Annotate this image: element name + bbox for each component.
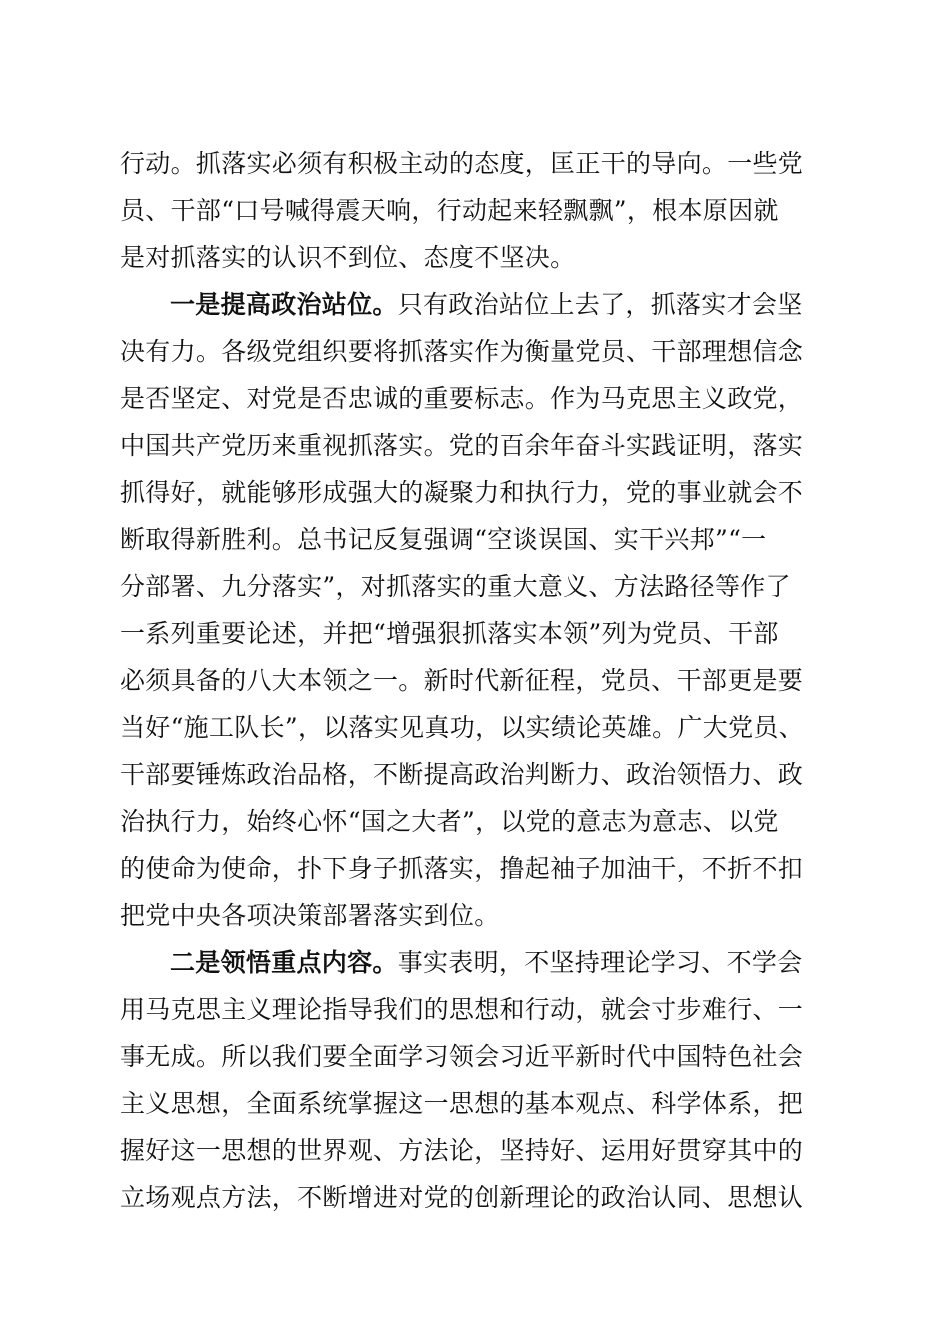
paragraph-2-line-8: 一系列重要论述，并把“增强狠抓落实本领”列为党员、干部 — [120, 619, 779, 648]
paragraph-2-line-6: 断取得新胜利。总书记反复强调“空谈误国、实干兴邦”“一 — [120, 525, 767, 554]
paragraph-3-first-line-text: 事实表明，不坚持理论学习、不学会 — [397, 948, 803, 977]
paragraph-2-line-10: 当好“施工队长”，以落实见真功，以实绩论英雄。广大党员、 — [120, 713, 804, 742]
paragraph-3-line-5: 握好这一思想的世界观、方法论，坚持好、运用好贯穿其中的 — [120, 1136, 804, 1165]
paragraph-2-first-line — [120, 281, 840, 328]
paragraph-2-line-5: 抓得好，就能够形成强大的凝聚力和执行力，党的事业就会不 — [120, 478, 804, 507]
paragraph-2-line-7: 分部署、九分落实”，对抓落实的重大意义、方法路径等作了 — [120, 572, 791, 601]
paragraph-2-line-2: 决有力。各级党组织要将抓落实作为衡量党员、干部理想信念 — [120, 337, 804, 366]
paragraph-3-first-line — [120, 939, 840, 986]
paragraph-3-line-6: 立场观点方法，不断增进对党的创新理论的政治认同、思想认 — [120, 1183, 804, 1212]
paragraph-3-line-3: 事无成。所以我们要全面学习领会习近平新时代中国特色社会 — [120, 1042, 804, 1071]
paragraph-3-line-4: 主义思想，全面系统掌握这一思想的基本观点、科学体系，把 — [120, 1089, 804, 1118]
paragraph-3-heading: 二是领悟重点内容。 — [170, 948, 398, 977]
paragraph-2-line-12: 治执行力，始终心怀“国之大者”，以党的意志为意志、以党 — [120, 807, 779, 836]
paragraph-1-line-1: 行动。抓落实必须有积极主动的态度，匡正干的导向。一些党 — [120, 149, 804, 178]
paragraph-1-line-3: 是对抓落实的认识不到位、态度不坚决。 — [120, 243, 576, 272]
paragraph-2-first-line-text: 只有政治站位上去了，抓落实才会坚 — [397, 290, 803, 319]
paragraph-2-line-13: 的使命为使命，扑下身子抓落实，撸起袖子加油干，不折不扣 — [120, 854, 804, 883]
paragraph-2-line-11: 干部要锤炼政治品格，不断提高政治判断力、政治领悟力、政 — [120, 760, 804, 789]
paragraph-2-line-14: 把党中央各项决策部署落实到位。 — [120, 901, 500, 930]
paragraph-2-line-9: 必须具备的八大本领之一。新时代新征程，党员、干部更是要 — [120, 666, 804, 695]
paragraph-2-heading: 一是提高政治站位。 — [170, 290, 398, 319]
paragraph-2-line-3: 是否坚定、对党是否忠诚的重要标志。作为马克思主义政党， — [120, 384, 804, 413]
paragraph-1-line-2: 员、干部“口号喊得震天响，行动起来轻飘飘”，根本原因就 — [120, 196, 779, 225]
document-body — [120, 140, 840, 1221]
paragraph-2-line-4: 中国共产党历来重视抓落实。党的百余年奋斗实践证明，落实 — [120, 431, 804, 460]
paragraph-3-line-2: 用马克思主义理论指导我们的思想和行动，就会寸步难行、一 — [120, 995, 804, 1024]
